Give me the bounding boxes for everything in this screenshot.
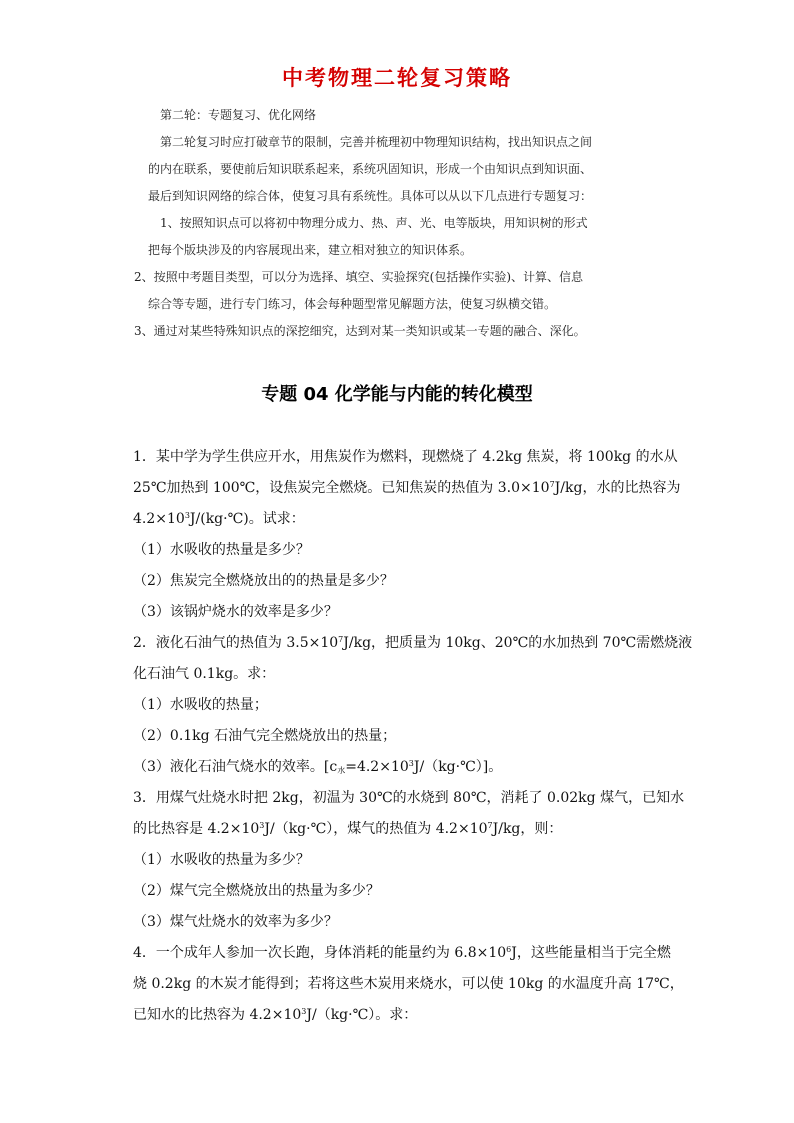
question-1-sub-2: （2）焦炭完全燃烧放出的的热量是多少？ bbox=[133, 573, 394, 589]
question-4-text: 烧 0.2kg 的木炭才能得到；若将这些木炭用来烧水，可以使 10kg 的水温度升高 17℃， bbox=[133, 976, 684, 992]
question-3-text: 的比热容是 $4.2\times 10^3J/(kg\cdot℃)$，煤气的热值为 $4.2\times 10^7J/kg$，则： bbox=[133, 821, 563, 837]
topic-title: 专题 04 化学能与内能的转化模型 bbox=[261, 384, 533, 405]
question-3-sub-2: （2）煤气完全燃烧放出的热量为多少？ bbox=[133, 883, 380, 899]
strategy-intro-line: 第二轮复习时应打破章节的限制，完善并梳理初中物理知识结构，找出知识点之间 bbox=[160, 135, 593, 149]
question-2-sub-1: （1）水吸收的热量； bbox=[133, 697, 268, 713]
question-1-sub-3: （3）该锅炉烧水的效率是多少？ bbox=[133, 604, 338, 620]
question-1-text: 25℃加热到 100℃，设焦炭完全燃烧。已知焦炭的热值为 $3.0\times 10^7J/kg$，水的比热容为 bbox=[133, 480, 681, 496]
question-2-sub-3: （3）液化石油气烧水的效率。$[c_水=4.2\times 10^3J/(kg\cdot℃)]$。 bbox=[133, 759, 503, 775]
question-1-text: 1．某中学为学生供应开水，用焦炭作为燃料，现燃烧了 4.2kg 焦炭，将 100kg 的水从 bbox=[133, 449, 678, 465]
strategy-item-1-line: 1、按照知识点可以将初中物理分成力、热、声、光、电等版块，用知识树的形式 bbox=[160, 216, 588, 230]
question-3-sub-3: （3）煤气灶烧水的效率为多少？ bbox=[133, 914, 338, 930]
strategy-intro-line: 的内在联系，要使前后知识联系起来，系统巩固知识，形成一个由知识点到知识面、 bbox=[148, 162, 593, 176]
strategy-item-3: 3、通过对某些特殊知识点的深挖细究，达到对某一类知识或某一专题的融合、深化。 bbox=[134, 324, 586, 338]
page-title: 中考物理二轮复习策略 bbox=[282, 65, 512, 90]
question-2-text: 化石油气 0.1kg。求： bbox=[133, 666, 276, 682]
question-1-text: $4.2\times 10^3J/(kg\cdot℃)$。试求： bbox=[133, 511, 305, 527]
question-3-text: 3．用煤气灶烧水时把 2kg，初温为 30℃的水烧到 80℃，消耗了 0.02kg 煤气，已知水 bbox=[133, 790, 685, 806]
strategy-item-2-line: 2、按照中考题目类型，可以分为选择、填空、实验探究(包括操作实验)、计算、信息 bbox=[134, 270, 584, 284]
question-1-sub-1: （1）水吸收的热量是多少？ bbox=[133, 542, 310, 558]
question-4-text: 已知水的比热容为 $4.2\times 10^3J/(kg\cdot℃)$。求： bbox=[133, 1007, 418, 1023]
strategy-item-2-line: 综合等专题，进行专门练习，体会每种题型常见解题方法，使复习纵横交错。 bbox=[148, 297, 557, 311]
strategy-item-1-line: 把每个版块涉及的内容展现出来，建立相对独立的知识体系。 bbox=[148, 243, 473, 257]
question-2-text: 2．液化石油气的热值为 $3.5\times 10^7J/kg$，把质量为 10kg、20℃的水加热到 70℃需燃烧液 bbox=[133, 635, 693, 651]
question-4-text: 4．一个成年人参加一次长跑，身体消耗的能量约为 $6.8\times 10^6J$，这些能量相当于完全燃 bbox=[133, 945, 671, 961]
strategy-subtitle: 第二轮：专题复习、优化网络 bbox=[160, 108, 317, 122]
question-2-sub-2: （2）0.1kg 石油气完全燃烧放出的热量； bbox=[133, 728, 397, 744]
question-3-sub-1: （1）水吸收的热量为多少？ bbox=[133, 852, 310, 868]
strategy-intro-line: 最后到知识网络的综合体，使复习具有系统性。具体可以从以下几点进行专题复习： bbox=[148, 189, 593, 203]
